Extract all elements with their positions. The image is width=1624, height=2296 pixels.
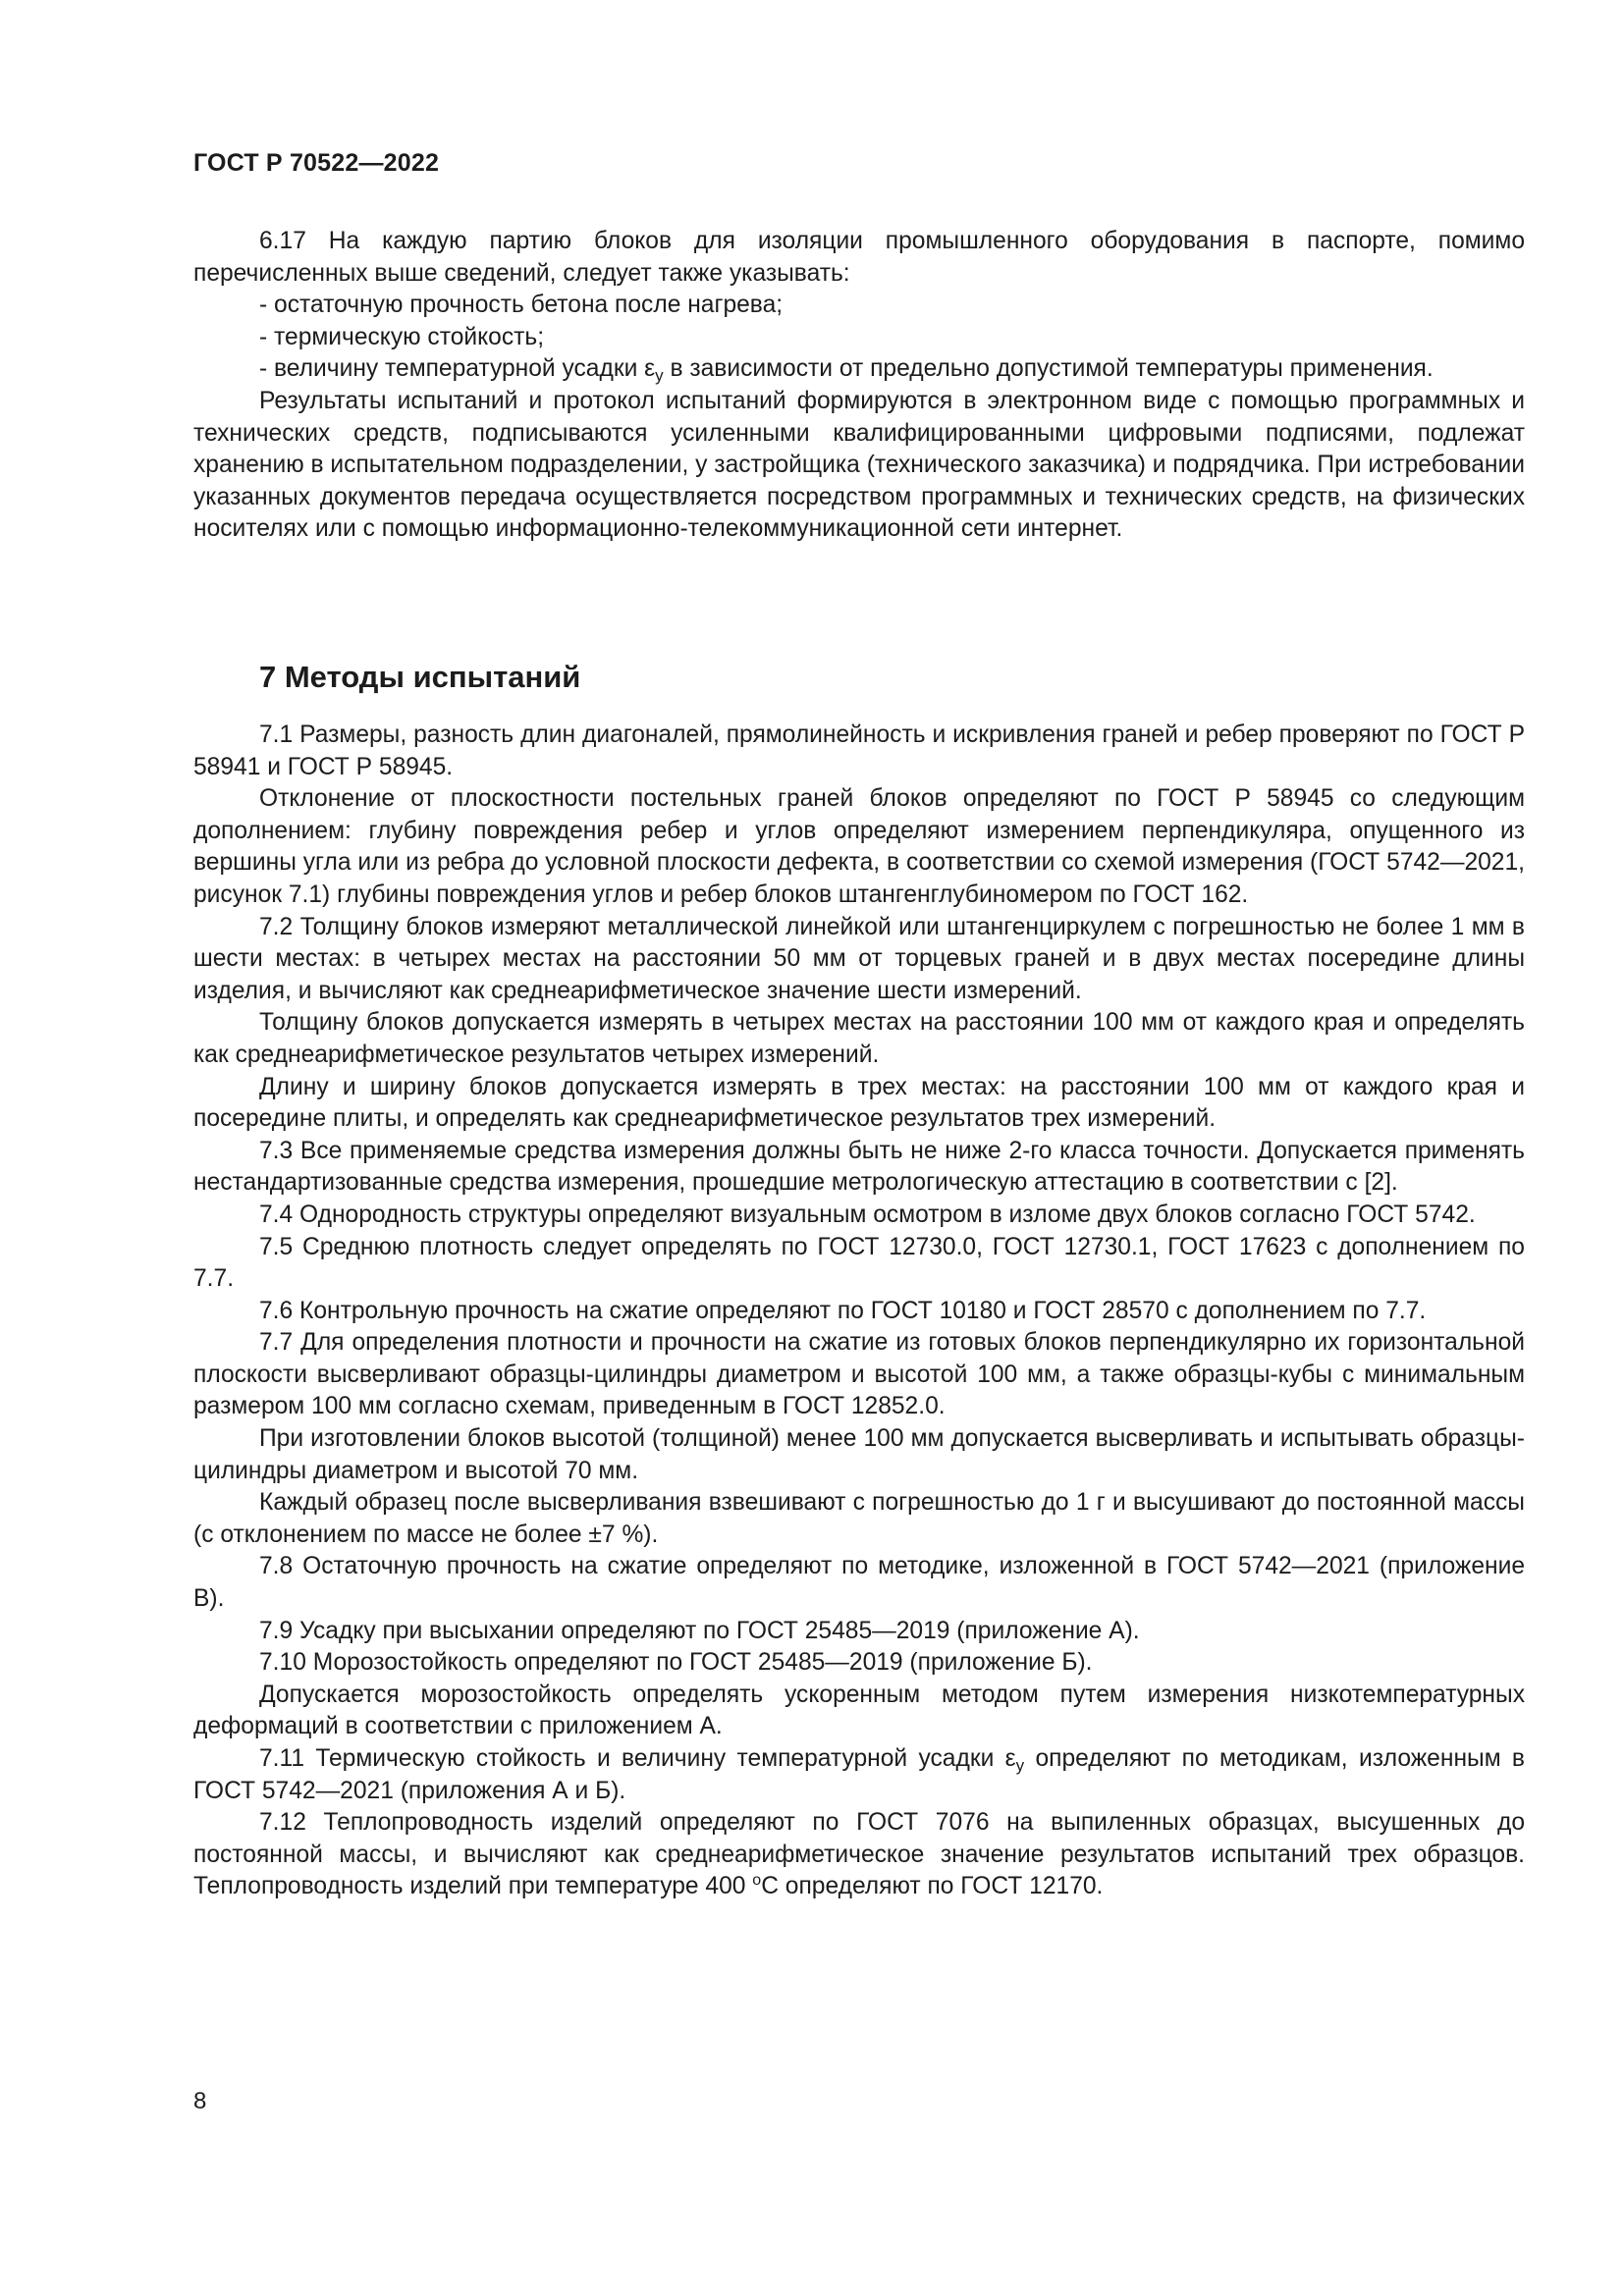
paragraph-text: 7.11 Термическую стойкость и величину температурной усадки ε — [259, 1745, 1016, 1772]
paragraph-7-12 — [193, 1807, 1525, 1903]
paragraph: Отклонение от плоскостности постельных граней блоков определяют по ГОСТ Р 58945 со следующим дополнением: глубину повреждения ребер и углов определяют измерением перпендикуляра, опущенного из вершины угла или из ребра до условной плоскости дефекта, в соответствии со схемой измерения (ГОСТ 5742—2021, рисунок 7.1) глубины повреждения углов и ребер блоков штангенглубиномером по ГОСТ 162. — [193, 785, 1525, 908]
paragraph-7-8: 7.8 Остаточную прочность на сжатие определяют по методике, изложенной в ГОСТ 5742—2021 (приложение В). — [193, 1553, 1525, 1613]
paragraph-7-7: 7.7 Для определения плотности и прочности на сжатие из готовых блоков перпендикулярно их горизонтальной плоскости высверливают образцы-цилиндры диаметром и высотой 100 мм, а также образцы-кубы с минимальным размером 100 мм согласно схемам, приведенным в ГОСТ 12852.0. — [193, 1329, 1525, 1420]
paragraph-7-5: 7.5 Среднюю плотность следует определять по ГОСТ 12730.0, ГОСТ 12730.1, ГОСТ 17623 с дополнением по 7.7. — [193, 1233, 1525, 1293]
page-number: 8 — [193, 2088, 207, 2114]
paragraph: Толщину блоков допускается измерять в четырех местах на расстоянии 100 мм от каждого края и определять как среднеарифметическое результатов четырех измерений. — [193, 1009, 1525, 1068]
paragraph-7-11 — [193, 1743, 1525, 1807]
superscript: о — [752, 1872, 762, 1890]
document-header: ГОСТ Р 70522—2022 — [193, 149, 440, 177]
list-item: - остаточную прочность бетона после нагрева; — [259, 292, 784, 319]
section-6-text — [193, 226, 1525, 546]
list-item-text: в зависимости от предельно допустимой температуры применения. — [663, 355, 1434, 383]
paragraph: При изготовлении блоков высотой (толщиной) менее 100 мм допускается высверливать и испытывать образцы-цилиндры диаметром и высотой 70 мм. — [193, 1425, 1525, 1484]
list-item: - термическую стойкость; — [259, 323, 545, 350]
subscript: y — [655, 366, 664, 386]
paragraph-6-17: 6.17 На каждую партию блоков для изоляции промышленного оборудования в паспорте, помимо перечисленных выше сведений, следует также указывать: — [193, 228, 1525, 287]
paragraph: Длину и ширину блоков допускается измерять в трех местах: на расстоянии 100 мм от каждого края и посередине плиты, и определять как среднеарифметическое результатов трех измерений. — [193, 1073, 1525, 1133]
paragraph-text: определяют по методикам, изложенным в ГОСТ 5742—2021 (приложения А и Б). — [193, 1745, 1525, 1804]
paragraph-results: Результаты испытаний и протокол испытаний формируются в электронном виде с помощью программных и технических средств, подписываются усиленными квалифицированными цифровыми подписями, подлежат хранению в испытательном подразделении, у застройщика (технического заказчика) и подрядчика. При истребовании указанных документов передача осуществляется посредством программных и технических средств, на физических носителях или с помощью информационно-телекоммуникационной сети интернет. — [193, 387, 1525, 543]
paragraph-7-1: 7.1 Размеры, разность длин диагоналей, прямолинейность и искривления граней и ребер проверяют по ГОСТ Р 58941 и ГОСТ Р 58945. — [193, 721, 1525, 780]
paragraph-7-10: 7.10 Морозостойкость определяют по ГОСТ 25485—2019 (приложение Б). — [259, 1649, 1093, 1677]
list-item — [193, 353, 1525, 386]
section-7-text — [193, 720, 1525, 1903]
paragraph: Каждый образец после высверливания взвешивают с погрешностью до 1 г и высушивают до постоянной массы (с отклонением по массе не более ±7 %). — [193, 1489, 1525, 1548]
paragraph-7-4: 7.4 Однородность структуры определяют визуальным осмотром в изломе двух блоков согласно ГОСТ 5742. — [259, 1201, 1476, 1228]
section-heading: 7 Методы испытаний — [259, 660, 581, 694]
paragraph: Допускается морозостойкость определять ускоренным методом путем измерения низкотемпературных деформаций в соответствии с приложением А. — [193, 1681, 1525, 1740]
paragraph-text: С определяют по ГОСТ 12170. — [761, 1873, 1104, 1900]
paragraph-7-6: 7.6 Контрольную прочность на сжатие определяют по ГОСТ 10180 и ГОСТ 28570 с дополнением по 7.7. — [259, 1297, 1427, 1324]
paragraph-7-9: 7.9 Усадку при высыхании определяют по ГОСТ 25485—2019 (приложение А). — [259, 1617, 1140, 1644]
paragraph-7-3: 7.3 Все применяемые средства измерения должны быть не ниже 2-го класса точности. Допускается применять нестандартизованные средства измерения, прошедшие метрологическую аттестацию в соответствии с [2]. — [193, 1137, 1525, 1197]
paragraph-7-2: 7.2 Толщину блоков измеряют металлической линейкой или штангенциркулем с погрешностью не более 1 мм в шести местах: в четырех местах на расстоянии 50 мм от торцевых граней и в двух местах посередине длины изделия, и вычисляют как среднеарифметическое значение шести измерений. — [193, 913, 1525, 1004]
paragraph-text: 7.12 Теплопроводность изделий определяют по ГОСТ 7076 на выпиленных образцах, высушенных до постоянной массы, и вычисляют как среднеарифметическое значение результатов испытаний трех образцов. Теплопроводность изделий при температуре 400 — [193, 1809, 1525, 1900]
list-item-text: - величину температурной усадки ε — [259, 355, 656, 383]
subscript: y — [1015, 1756, 1025, 1775]
